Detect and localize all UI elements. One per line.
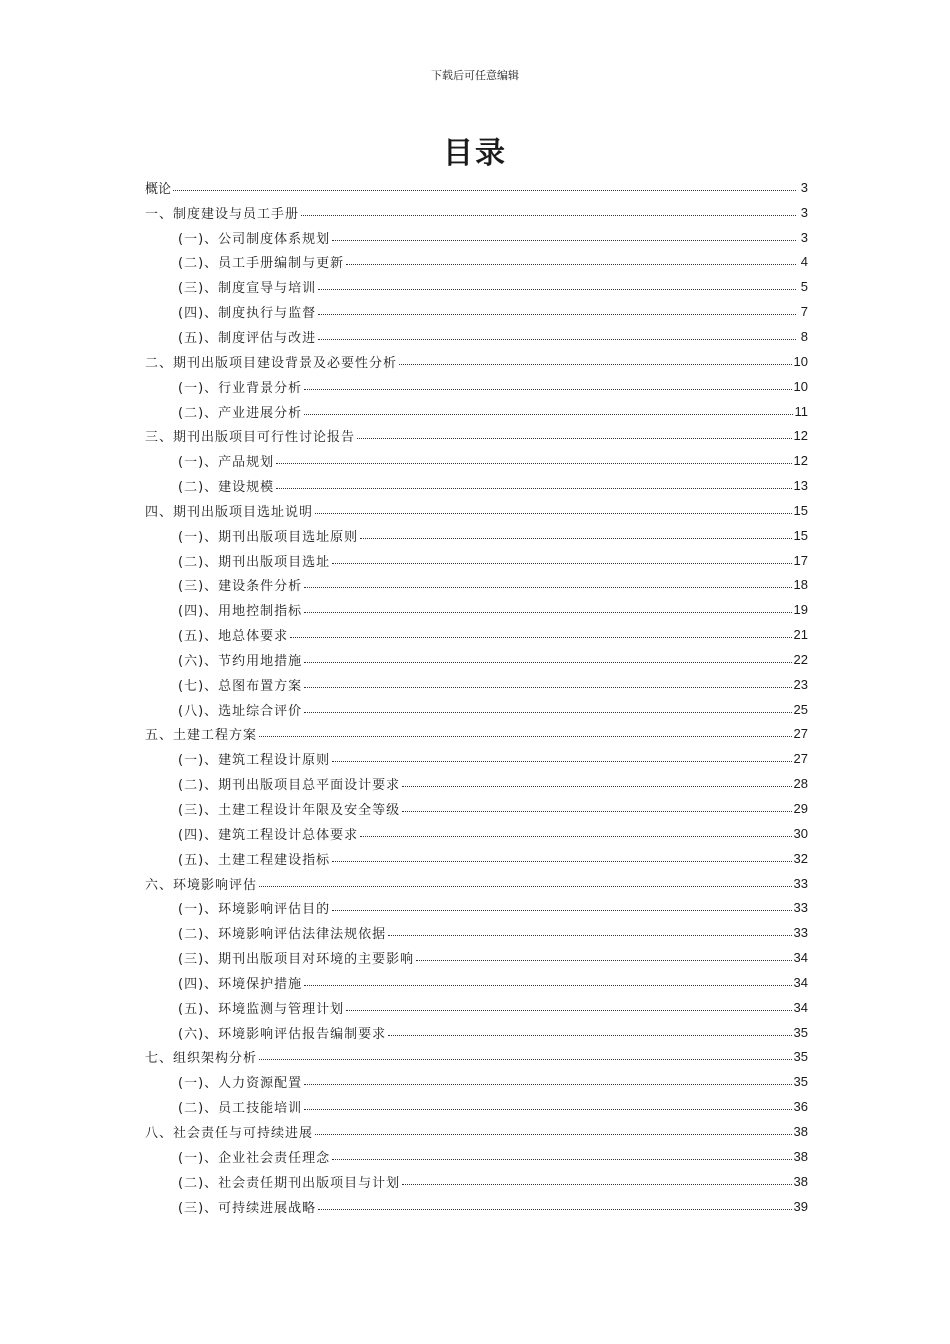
toc-entry[interactable] — [145, 548, 808, 573]
toc-leader-dots — [360, 836, 791, 837]
toc-entry[interactable] — [145, 299, 808, 324]
toc-leader-dots — [388, 1035, 791, 1036]
toc-leader-dots — [276, 463, 791, 464]
toc-leader-dots — [301, 215, 796, 216]
toc-leader-dots — [304, 1109, 791, 1110]
header-note: 下载后可任意编辑 — [431, 69, 519, 82]
toc-entry-page: 12 — [793, 428, 808, 444]
toc-entry-page: 39 — [793, 1198, 808, 1214]
toc-leader-dots — [332, 761, 791, 762]
toc-entry-label: (五)、地总体要求 — [178, 629, 289, 645]
toc-leader-dots — [304, 612, 791, 613]
toc-entry-label: 一、制度建设与员工手册 — [145, 206, 300, 222]
toc-leader-dots — [318, 314, 796, 315]
toc-entry[interactable] — [145, 1094, 808, 1119]
toc-entry-page: 35 — [793, 1049, 808, 1065]
toc-entry[interactable] — [145, 821, 808, 846]
toc-entry[interactable] — [145, 945, 808, 970]
toc-leader-dots — [259, 886, 792, 887]
toc-entry-label: (五)、环境监测与管理计划 — [178, 1001, 345, 1017]
toc-entry-page: 10 — [793, 353, 808, 369]
toc-entry-page: 15 — [793, 502, 808, 518]
toc-entry-label: (二)、产业进展分析 — [178, 405, 303, 421]
toc-entry[interactable] — [145, 846, 808, 871]
toc-leader-dots — [315, 513, 792, 514]
toc-entry-page: 21 — [793, 627, 808, 643]
toc-entry-label: 二、期刊出版项目建设背景及必要性分析 — [145, 355, 398, 371]
toc-entry[interactable] — [145, 771, 808, 796]
toc-entry[interactable] — [145, 672, 808, 697]
toc-leader-dots — [332, 240, 796, 241]
toc-entry[interactable] — [145, 1020, 808, 1045]
toc-entry-label: (五)、土建工程建设指标 — [178, 852, 331, 868]
toc-entry[interactable] — [145, 1169, 808, 1194]
toc-entry-label: (四)、制度执行与监督 — [178, 306, 317, 322]
toc-entry-label: (五)、制度评估与改进 — [178, 330, 317, 346]
toc-entry-page: 22 — [793, 651, 808, 667]
toc-entry-label: 概论 — [145, 181, 172, 197]
toc-entry-page: 38 — [793, 1123, 808, 1139]
toc-leader-dots — [259, 1059, 792, 1060]
toc-entry-label: (二)、社会责任期刊出版项目与计划 — [178, 1175, 401, 1191]
toc-entry[interactable] — [145, 995, 808, 1020]
toc-entry-page: 36 — [793, 1099, 808, 1115]
toc-entry-page: 38 — [793, 1173, 808, 1189]
toc-leader-dots — [304, 389, 791, 390]
toc-entry-page: 33 — [793, 900, 808, 916]
toc-entry-label: (二)、员工技能培训 — [178, 1101, 303, 1117]
toc-entry-label: 四、期刊出版项目选址说明 — [145, 504, 314, 520]
toc-entry-page: 23 — [793, 676, 808, 692]
toc-entry-label: (一)、行业背景分析 — [178, 380, 303, 396]
toc-entry-page: 27 — [793, 726, 808, 742]
toc-entry-page: 17 — [793, 552, 808, 568]
toc-entry-label: (二)、员工手册编制与更新 — [178, 256, 345, 272]
toc-entry-page: 28 — [793, 776, 808, 792]
toc-entry-label: 六、环境影响评估 — [145, 877, 258, 893]
toc-entry-label: (三)、土建工程设计年限及安全等级 — [178, 803, 401, 819]
toc-entry-label: (六)、环境影响评估报告编制要求 — [178, 1026, 387, 1042]
toc-entry-label: (三)、建设条件分析 — [178, 579, 303, 595]
toc-entry[interactable] — [145, 423, 808, 448]
toc-entry-label: (一)、企业社会责任理念 — [178, 1150, 331, 1166]
toc-title: 目录 — [443, 136, 507, 171]
toc-entry[interactable] — [145, 374, 808, 399]
toc-leader-dots — [304, 587, 791, 588]
toc-entry-label: (八)、选址综合评价 — [178, 703, 303, 719]
toc-entry[interactable] — [145, 349, 808, 374]
toc-entry-label: 七、组织架构分析 — [145, 1051, 258, 1067]
toc-entry[interactable] — [145, 597, 808, 622]
toc-entry-page: 4 — [800, 254, 808, 270]
toc-entry-label: (四)、用地控制指标 — [178, 604, 303, 620]
toc-entry-page: 3 — [800, 179, 808, 195]
toc-entry-page: 34 — [793, 974, 808, 990]
toc-leader-dots — [346, 1010, 791, 1011]
toc-entry-label: (二)、期刊出版项目总平面设计要求 — [178, 778, 401, 794]
toc-entry[interactable] — [145, 697, 808, 722]
toc-entry[interactable] — [145, 523, 808, 548]
toc-entry[interactable] — [145, 920, 808, 945]
toc-leader-dots — [318, 339, 796, 340]
toc-entry-label: (一)、环境影响评估目的 — [178, 902, 331, 918]
toc-entry[interactable] — [145, 225, 808, 250]
toc-entry[interactable] — [145, 1194, 808, 1219]
toc-leader-dots — [304, 662, 791, 663]
toc-entry[interactable] — [145, 895, 808, 920]
toc-entry-label: (三)、可持续进展战略 — [178, 1200, 317, 1216]
toc-entry-page: 18 — [793, 577, 808, 593]
toc-entry-page: 19 — [793, 602, 808, 618]
toc-leader-dots — [304, 712, 791, 713]
toc-entry-page: 35 — [793, 1024, 808, 1040]
toc-leader-dots — [402, 1184, 791, 1185]
toc-leader-dots — [318, 289, 796, 290]
toc-entry[interactable] — [145, 573, 808, 598]
toc-entry-page: 8 — [800, 328, 808, 344]
toc-entry[interactable] — [145, 871, 808, 896]
toc-entry[interactable] — [145, 473, 808, 498]
toc-entry[interactable] — [145, 1119, 808, 1144]
toc-entry-label: (一)、期刊出版项目选址原则 — [178, 529, 359, 545]
toc-leader-dots — [304, 985, 791, 986]
toc-entry-page: 29 — [793, 801, 808, 817]
toc-entry[interactable] — [145, 622, 808, 647]
toc-entry-page: 12 — [793, 453, 808, 469]
toc-entry[interactable] — [145, 722, 808, 747]
toc-entry[interactable] — [145, 796, 808, 821]
toc-entry[interactable] — [145, 647, 808, 672]
toc-leader-dots — [402, 811, 791, 812]
toc-entry-page: 11 — [794, 403, 808, 419]
toc-entry-label: (二)、环境影响评估法律法规依据 — [178, 927, 387, 943]
toc-entry-page: 15 — [793, 527, 808, 543]
toc-entry-label: (三)、期刊出版项目对环境的主要影响 — [178, 952, 415, 968]
toc-entry[interactable] — [145, 324, 808, 349]
toc-entry[interactable] — [145, 399, 808, 424]
toc-entry-page: 32 — [793, 850, 808, 866]
toc-entry-page: 25 — [793, 701, 808, 717]
toc-leader-dots — [315, 1134, 792, 1135]
toc-entry[interactable] — [145, 200, 808, 225]
toc-entry-page: 3 — [800, 204, 808, 220]
toc-list — [145, 175, 808, 1218]
toc-entry[interactable] — [145, 746, 808, 771]
toc-entry-label: (七)、总图布置方案 — [178, 678, 303, 694]
toc-entry-page: 13 — [793, 478, 808, 494]
toc-entry-label: 三、期刊出版项目可行性讨论报告 — [145, 430, 356, 446]
toc-entry-label: (一)、公司制度体系规划 — [178, 231, 331, 247]
toc-entry[interactable] — [145, 448, 808, 473]
toc-entry-page: 33 — [793, 875, 808, 891]
toc-leader-dots — [332, 861, 791, 862]
toc-entry[interactable] — [145, 1045, 808, 1070]
toc-entry-page: 10 — [793, 378, 808, 394]
toc-leader-dots — [290, 637, 791, 638]
toc-leader-dots — [332, 1159, 791, 1160]
toc-leader-dots — [304, 1084, 791, 1085]
toc-entry[interactable] — [145, 1069, 808, 1094]
toc-entry-label: 五、土建工程方案 — [145, 728, 258, 744]
toc-entry[interactable] — [145, 175, 808, 200]
toc-entry-label: (一)、建筑工程设计原则 — [178, 753, 331, 769]
toc-entry-page: 5 — [800, 279, 808, 295]
toc-leader-dots — [402, 786, 791, 787]
toc-leader-dots — [399, 364, 792, 365]
toc-entry-label: (一)、人力资源配置 — [178, 1076, 303, 1092]
toc-entry-label: (四)、建筑工程设计总体要求 — [178, 827, 359, 843]
toc-entry[interactable] — [145, 970, 808, 995]
toc-entry-label: (三)、制度宣导与培训 — [178, 281, 317, 297]
toc-leader-dots — [346, 264, 796, 265]
toc-leader-dots — [357, 438, 792, 439]
toc-leader-dots — [318, 1209, 791, 1210]
toc-entry-page: 34 — [793, 950, 808, 966]
toc-leader-dots — [304, 687, 791, 688]
toc-leader-dots — [332, 910, 791, 911]
toc-entry-page: 30 — [793, 825, 808, 841]
toc-leader-dots — [332, 563, 791, 564]
toc-entry-page: 27 — [793, 751, 808, 767]
toc-entry-label: (一)、产品规划 — [178, 455, 275, 471]
toc-leader-dots — [416, 960, 791, 961]
toc-leader-dots — [259, 736, 792, 737]
toc-leader-dots — [173, 190, 796, 191]
toc-entry-page: 33 — [793, 925, 808, 941]
toc-entry-page: 3 — [800, 229, 808, 245]
toc-entry-label: (二)、建设规模 — [178, 480, 275, 496]
toc-entry[interactable] — [145, 274, 808, 299]
toc-entry-page: 7 — [800, 304, 808, 320]
toc-entry[interactable] — [145, 1144, 808, 1169]
toc-entry[interactable] — [145, 250, 808, 275]
toc-leader-dots — [360, 538, 791, 539]
toc-entry[interactable] — [145, 498, 808, 523]
toc-entry-page: 35 — [793, 1074, 808, 1090]
toc-leader-dots — [388, 935, 791, 936]
toc-entry-label: (二)、期刊出版项目选址 — [178, 554, 331, 570]
toc-entry-page: 34 — [793, 999, 808, 1015]
toc-leader-dots — [304, 414, 792, 415]
toc-entry-label: (四)、环境保护措施 — [178, 976, 303, 992]
toc-entry-label: (六)、节约用地措施 — [178, 653, 303, 669]
toc-entry-page: 38 — [793, 1148, 808, 1164]
toc-leader-dots — [276, 488, 791, 489]
toc-entry-label: 八、社会责任与可持续进展 — [145, 1125, 314, 1141]
